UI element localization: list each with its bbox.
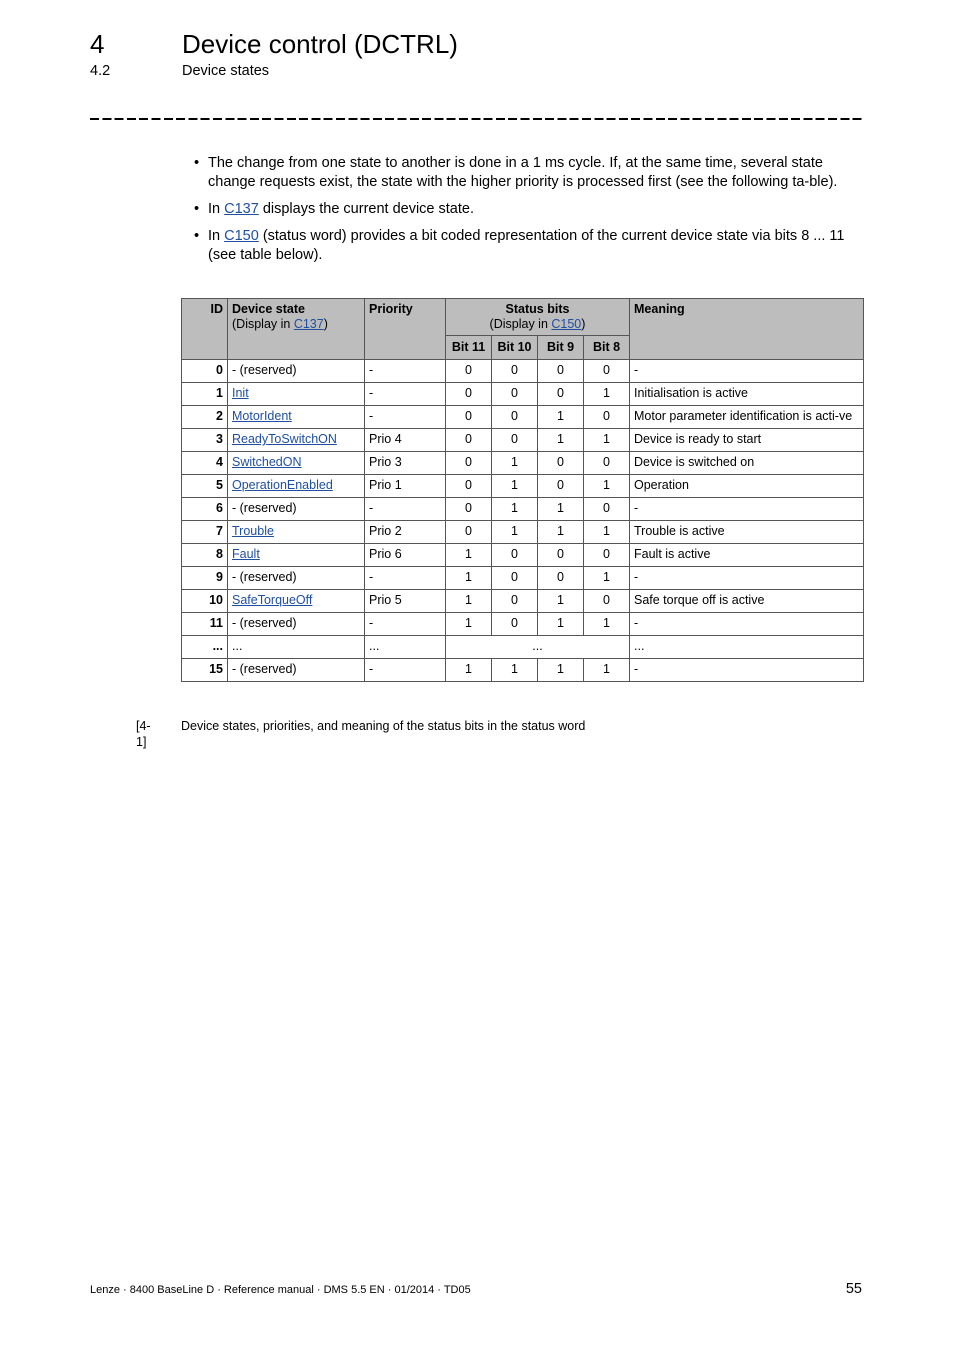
cell-bit: 0 bbox=[492, 544, 538, 567]
header-bit-8: Bit 8 bbox=[584, 336, 630, 360]
section-title: Device states bbox=[182, 63, 270, 79]
cell-bit: 0 bbox=[584, 360, 630, 383]
cell-bit: 0 bbox=[538, 567, 584, 590]
device-state-link[interactable]: MotorIdent bbox=[232, 409, 292, 423]
cell-bit: 0 bbox=[492, 429, 538, 452]
table-row bbox=[182, 613, 864, 636]
cell-bit: 0 bbox=[492, 567, 538, 590]
table-row bbox=[182, 475, 864, 498]
cell-id: 0 bbox=[182, 360, 228, 383]
cell-priority: Prio 1 bbox=[365, 475, 446, 498]
cell-bit: 1 bbox=[584, 567, 630, 590]
cell-id: 8 bbox=[182, 544, 228, 567]
cell-meaning: - bbox=[630, 498, 864, 521]
cell-bit: 0 bbox=[492, 590, 538, 613]
caption-number: [4-1] bbox=[136, 719, 151, 749]
bullet-icon: • bbox=[194, 201, 200, 217]
link-c137[interactable]: C137 bbox=[224, 201, 259, 217]
device-state-link[interactable]: Trouble bbox=[232, 524, 274, 538]
cell-priority: Prio 2 bbox=[365, 521, 446, 544]
cell-id: 9 bbox=[182, 567, 228, 590]
header-sub-post: ) bbox=[581, 317, 586, 331]
cell-bit: 0 bbox=[492, 383, 538, 406]
list-item bbox=[194, 200, 866, 219]
cell-bit: 1 bbox=[492, 521, 538, 544]
header-status-bits-sub bbox=[450, 317, 625, 332]
cell-device-state: - (reserved) bbox=[228, 498, 365, 521]
header-meaning: Meaning bbox=[630, 299, 864, 360]
table-row bbox=[182, 360, 864, 383]
cell-bit: 0 bbox=[538, 475, 584, 498]
cell-priority: - bbox=[365, 360, 446, 383]
cell-id: 4 bbox=[182, 452, 228, 475]
header-bit-9: Bit 9 bbox=[538, 336, 584, 360]
list-item bbox=[194, 227, 866, 265]
cell-id: 6 bbox=[182, 498, 228, 521]
cell-bit: 0 bbox=[584, 452, 630, 475]
bullet-text-post: displays the current device state. bbox=[258, 201, 474, 217]
cell-id: 3 bbox=[182, 429, 228, 452]
header-status-bits bbox=[446, 299, 630, 336]
device-state-link[interactable]: Fault bbox=[232, 547, 260, 561]
bullet-text-post: (status word) provides a bit coded representation of the current device state via bits 8 ... 11 (see table below). bbox=[208, 228, 845, 263]
cell-bit: 1 bbox=[446, 567, 492, 590]
cell-bit: 0 bbox=[584, 498, 630, 521]
cell-device-state: - (reserved) bbox=[228, 613, 365, 636]
caption-text: Device states, priorities, and meaning of the status bits in the status word bbox=[181, 719, 586, 733]
cell-bit: 1 bbox=[584, 429, 630, 452]
cell-bit: 1 bbox=[584, 659, 630, 682]
cell-meaning: Initialisation is active bbox=[630, 383, 864, 406]
cell-bit: 0 bbox=[584, 590, 630, 613]
table-body bbox=[182, 360, 864, 682]
cell-bit: 1 bbox=[492, 659, 538, 682]
cell-bit: 1 bbox=[492, 452, 538, 475]
cell-device-state bbox=[228, 475, 365, 498]
cell-bit: 0 bbox=[446, 360, 492, 383]
cell-id: 7 bbox=[182, 521, 228, 544]
page-number: 55 bbox=[845, 1281, 862, 1297]
cell-priority: - bbox=[365, 383, 446, 406]
bullet-icon: • bbox=[194, 228, 200, 244]
device-state-link[interactable]: SwitchedON bbox=[232, 455, 302, 469]
cell-bit: 0 bbox=[584, 544, 630, 567]
cell-priority: Prio 4 bbox=[365, 429, 446, 452]
cell-bit: 0 bbox=[446, 406, 492, 429]
cell-priority: - bbox=[365, 567, 446, 590]
header-sub-pre: (Display in bbox=[489, 317, 552, 331]
link-c150[interactable]: C150 bbox=[224, 228, 259, 244]
cell-meaning: Device is ready to start bbox=[630, 429, 864, 452]
link-c150[interactable]: C150 bbox=[551, 317, 582, 331]
bullet-list bbox=[194, 154, 866, 273]
device-states-table bbox=[181, 298, 864, 682]
cell-device-state bbox=[228, 383, 365, 406]
cell-bit: 0 bbox=[538, 360, 584, 383]
cell-device-state bbox=[228, 590, 365, 613]
cell-meaning: Fault is active bbox=[630, 544, 864, 567]
cell-bit: 0 bbox=[492, 406, 538, 429]
cell-bit: 0 bbox=[446, 521, 492, 544]
table-row bbox=[182, 659, 864, 682]
device-state-link[interactable]: SafeTorqueOff bbox=[232, 593, 313, 607]
cell-id: 15 bbox=[182, 659, 228, 682]
cell-bit: 1 bbox=[584, 613, 630, 636]
cell-id: 1 bbox=[182, 383, 228, 406]
cell-bit: 1 bbox=[584, 521, 630, 544]
cell-bit: 1 bbox=[538, 406, 584, 429]
table-row bbox=[182, 521, 864, 544]
cell-device-state: ... bbox=[228, 636, 365, 659]
cell-device-state bbox=[228, 452, 365, 475]
cell-bit: 1 bbox=[538, 659, 584, 682]
header-priority: Priority bbox=[365, 299, 446, 360]
footer-text: Lenze · 8400 BaseLine D · Reference manual · DMS 5.5 EN · 01/2014 · TD05 bbox=[90, 1284, 471, 1296]
table-row bbox=[182, 406, 864, 429]
cell-device-state bbox=[228, 406, 365, 429]
cell-priority: Prio 6 bbox=[365, 544, 446, 567]
section-number: 4.2 bbox=[90, 63, 111, 79]
cell-id: 10 bbox=[182, 590, 228, 613]
table-row bbox=[182, 498, 864, 521]
cell-meaning: Motor parameter identification is acti-ve bbox=[630, 406, 864, 429]
table-row bbox=[182, 544, 864, 567]
cell-priority: - bbox=[365, 613, 446, 636]
cell-bit: 1 bbox=[446, 613, 492, 636]
cell-bit: 1 bbox=[538, 590, 584, 613]
table-row bbox=[182, 636, 864, 659]
header-divider bbox=[90, 118, 862, 120]
link-c137[interactable]: C137 bbox=[293, 317, 324, 331]
list-item bbox=[194, 154, 866, 192]
cell-priority: - bbox=[365, 498, 446, 521]
header-id: ID bbox=[182, 299, 228, 360]
cell-device-state bbox=[228, 429, 365, 452]
header-bit-11: Bit 11 bbox=[446, 336, 492, 360]
cell-bit: 1 bbox=[584, 475, 630, 498]
header-status-bits-label: Status bits bbox=[505, 302, 570, 316]
header-device-state bbox=[228, 299, 365, 360]
cell-bit: 0 bbox=[446, 475, 492, 498]
cell-id: 5 bbox=[182, 475, 228, 498]
cell-meaning: Trouble is active bbox=[630, 521, 864, 544]
cell-status-bits: ... bbox=[446, 636, 630, 659]
cell-bit: 1 bbox=[584, 383, 630, 406]
cell-bit: 1 bbox=[538, 613, 584, 636]
cell-device-state: - (reserved) bbox=[228, 567, 365, 590]
cell-bit: 1 bbox=[538, 521, 584, 544]
device-state-link[interactable]: ReadyToSwitchON bbox=[232, 432, 337, 446]
cell-id: 2 bbox=[182, 406, 228, 429]
cell-bit: 0 bbox=[538, 383, 584, 406]
table-row bbox=[182, 567, 864, 590]
table-row bbox=[182, 590, 864, 613]
cell-bit: 0 bbox=[446, 498, 492, 521]
cell-bit: 1 bbox=[446, 659, 492, 682]
bullet-icon: • bbox=[194, 155, 200, 171]
cell-device-state bbox=[228, 521, 365, 544]
cell-priority: - bbox=[365, 659, 446, 682]
cell-device-state: - (reserved) bbox=[228, 659, 365, 682]
cell-meaning: - bbox=[630, 360, 864, 383]
cell-bit: 1 bbox=[492, 498, 538, 521]
cell-bit: 0 bbox=[492, 360, 538, 383]
cell-priority: Prio 3 bbox=[365, 452, 446, 475]
chapter-title: Device control (DCTRL) bbox=[182, 29, 458, 59]
header-device-state-label: Device state bbox=[232, 302, 305, 316]
header-sub-pre: (Display in bbox=[232, 317, 294, 331]
device-state-link[interactable]: OperationEnabled bbox=[232, 478, 333, 492]
cell-bit: 1 bbox=[538, 498, 584, 521]
table-row bbox=[182, 429, 864, 452]
bullet-text-pre: In bbox=[208, 228, 225, 244]
cell-device-state bbox=[228, 544, 365, 567]
cell-meaning: - bbox=[630, 613, 864, 636]
cell-bit: 0 bbox=[446, 452, 492, 475]
table-row bbox=[182, 452, 864, 475]
cell-bit: 0 bbox=[492, 613, 538, 636]
cell-bit: 0 bbox=[446, 429, 492, 452]
cell-id: ... bbox=[182, 636, 228, 659]
cell-bit: 0 bbox=[538, 452, 584, 475]
cell-meaning: Device is switched on bbox=[630, 452, 864, 475]
bullet-text: The change from one state to another is done in a 1 ms cycle. If, at the same time, several state change requests exist, the state with the higher priority is processed first (see the following ta-ble). bbox=[208, 155, 838, 190]
cell-priority: ... bbox=[365, 636, 446, 659]
cell-bit: 0 bbox=[446, 383, 492, 406]
cell-device-state: - (reserved) bbox=[228, 360, 365, 383]
table-header-row bbox=[182, 299, 864, 336]
cell-bit: 1 bbox=[538, 429, 584, 452]
cell-meaning: ... bbox=[630, 636, 864, 659]
device-state-link[interactable]: Init bbox=[232, 386, 249, 400]
cell-bit: 1 bbox=[446, 590, 492, 613]
cell-bit: 1 bbox=[446, 544, 492, 567]
cell-priority: - bbox=[365, 406, 446, 429]
table-row bbox=[182, 383, 864, 406]
header-device-state-sub bbox=[232, 317, 360, 332]
cell-meaning: - bbox=[630, 659, 864, 682]
chapter-number: 4 bbox=[90, 29, 105, 59]
cell-bit: 0 bbox=[584, 406, 630, 429]
cell-meaning: - bbox=[630, 567, 864, 590]
header-sub-post: ) bbox=[323, 317, 328, 331]
cell-meaning: Safe torque off is active bbox=[630, 590, 864, 613]
cell-bit: 0 bbox=[538, 544, 584, 567]
cell-bit: 1 bbox=[492, 475, 538, 498]
header-bit-10: Bit 10 bbox=[492, 336, 538, 360]
cell-priority: Prio 5 bbox=[365, 590, 446, 613]
bullet-text-pre: In bbox=[208, 201, 225, 217]
cell-meaning: Operation bbox=[630, 475, 864, 498]
cell-id: 11 bbox=[182, 613, 228, 636]
